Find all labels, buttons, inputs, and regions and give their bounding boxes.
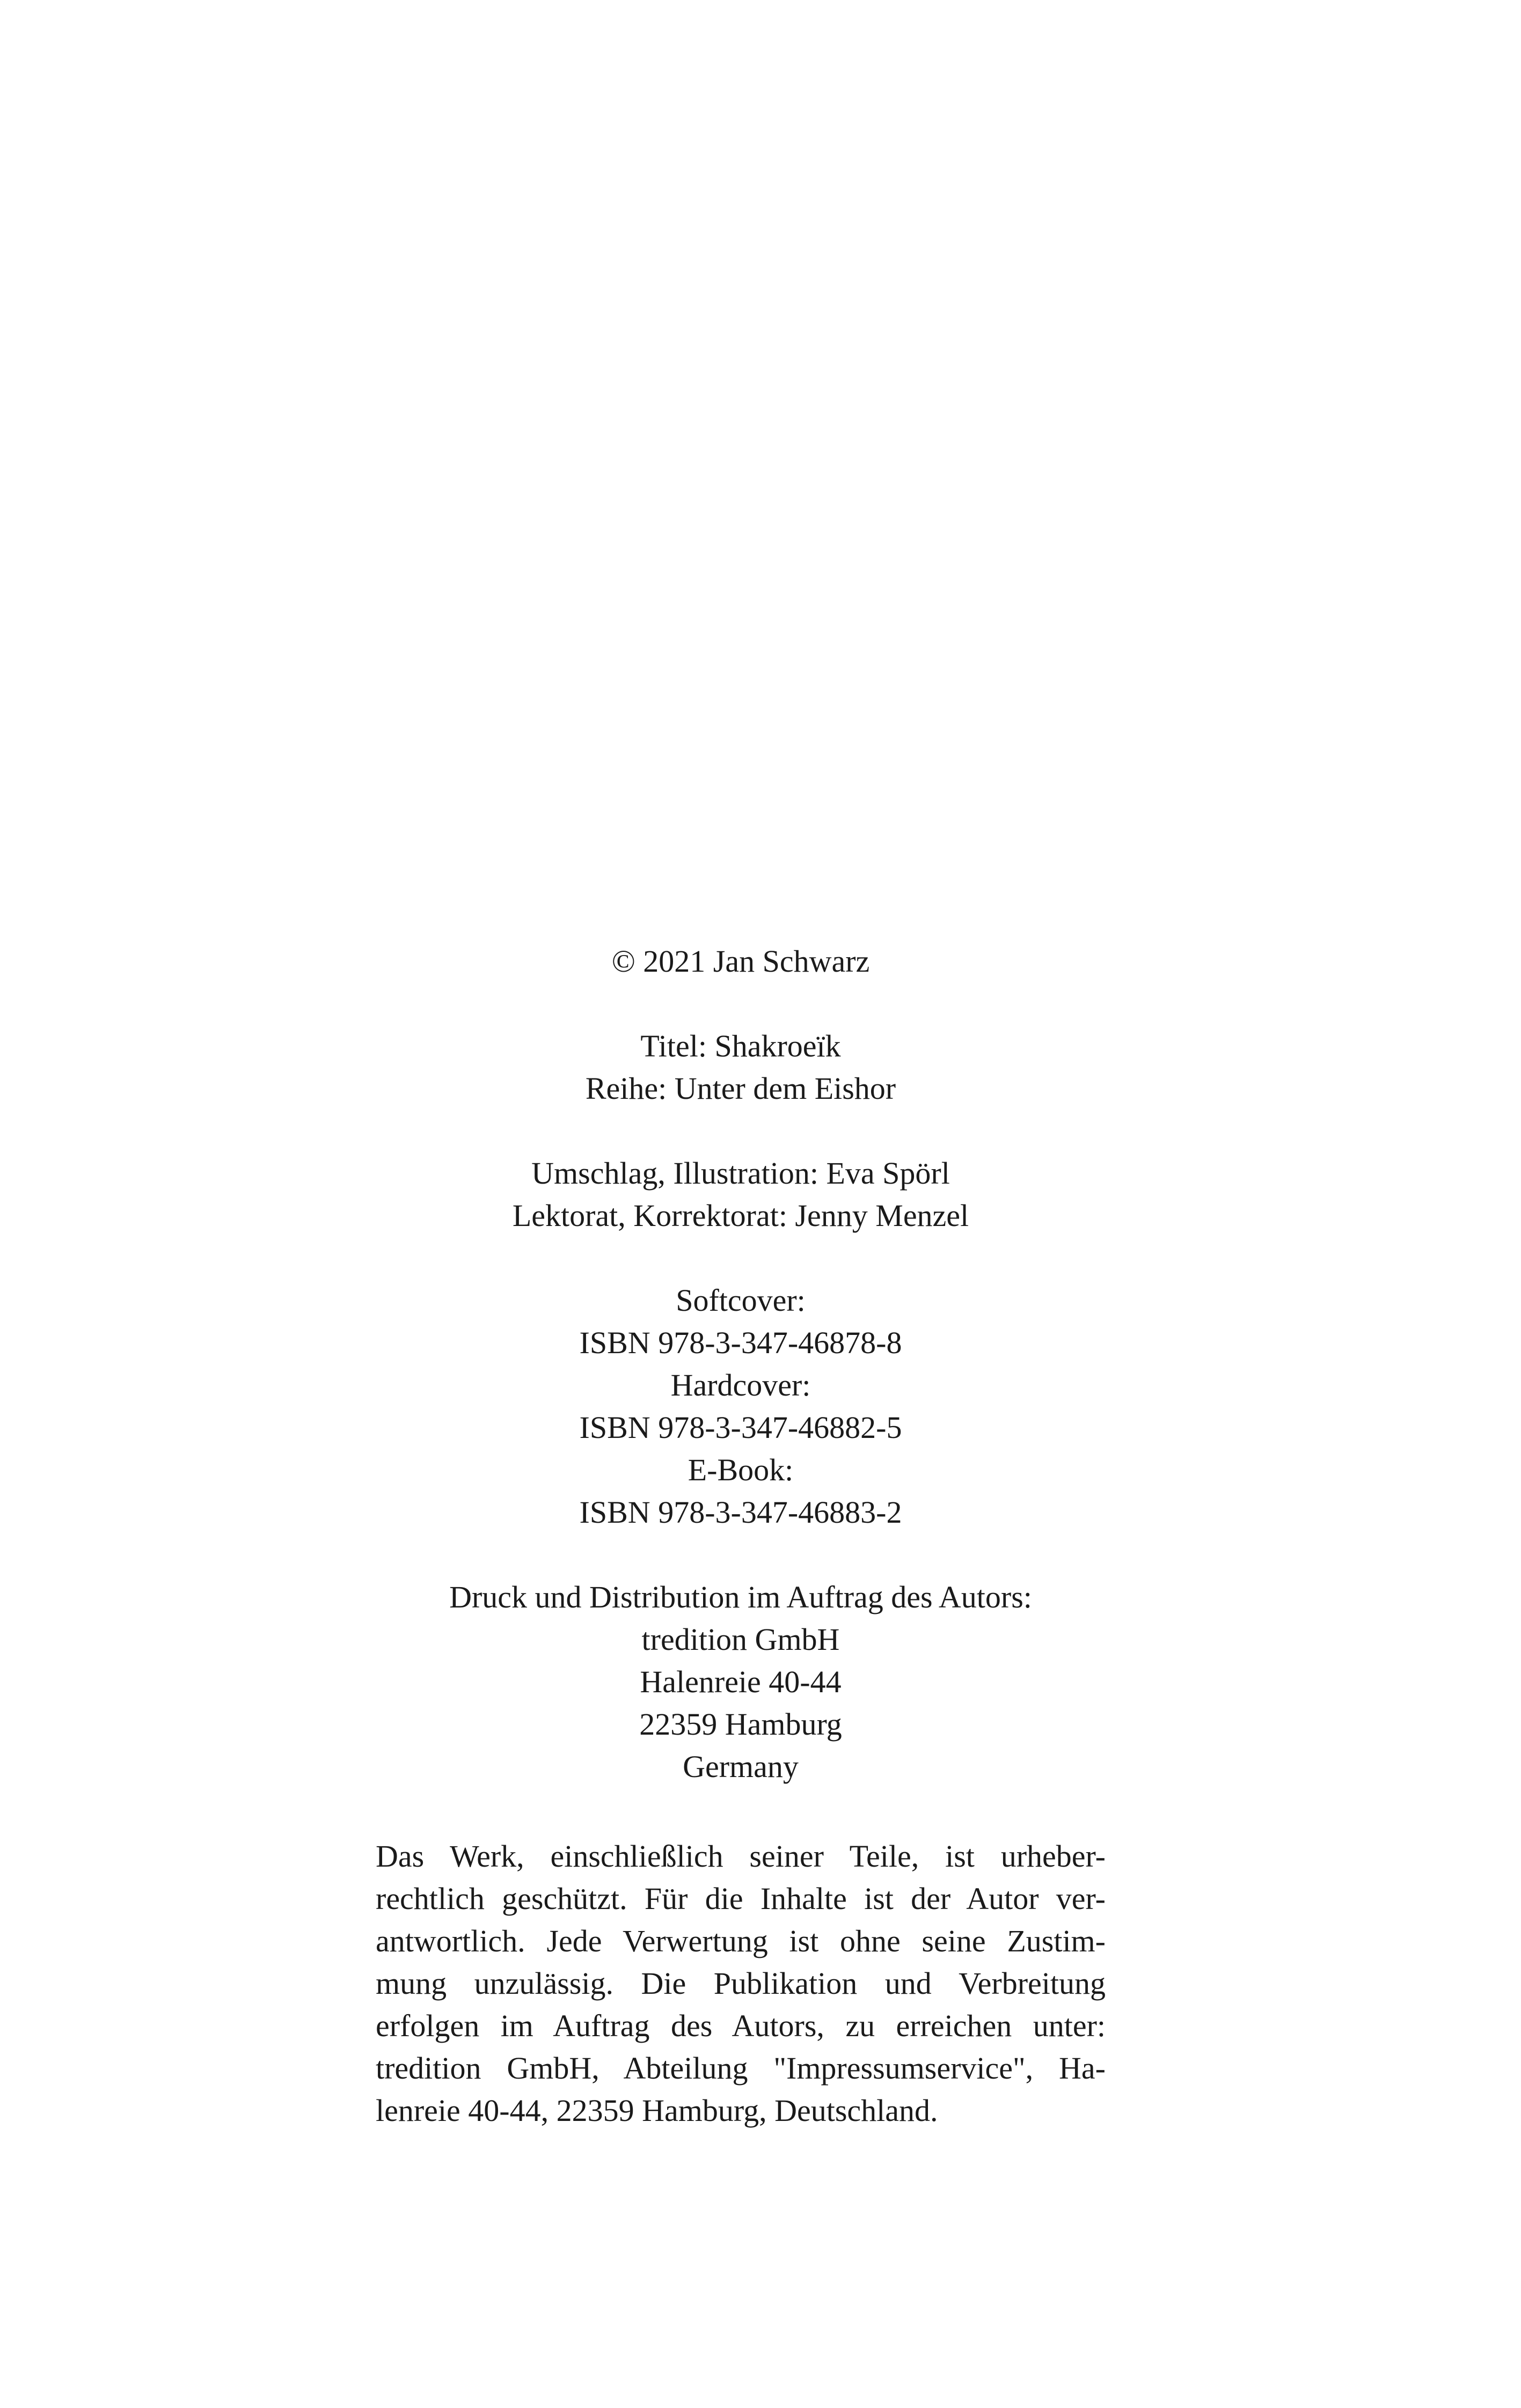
book-title: Titel: Shakroeïk [640,1029,841,1063]
edition-label-ebook: E-Book: [688,1452,794,1487]
legal-line: rechtlich geschützt. Für die Inhalte ist der Autor ver- [376,1881,1106,1916]
legal-line: erfolgen im Auftrag des Autors, zu erreichen unter: [376,2008,1106,2043]
imprint-block [376,940,1106,1788]
editing-credit: Lektorat, Korrektorat: Jenny Menzel [512,1198,969,1233]
publisher-name: tredition GmbH [641,1622,840,1657]
legal-line: tredition GmbH, Abteilung "Impressumservice", Ha- [376,2051,1106,2086]
isbn-ebook: ISBN 978-3-347-46883-2 [579,1495,902,1530]
isbn-section [376,1279,1106,1533]
publisher-country: Germany [683,1749,799,1784]
legal-line: lenreie 40-44, 22359 Hamburg, Deutschland. [376,2093,938,2128]
publisher-street: Halenreie 40-44 [640,1664,842,1699]
legal-line: antwortlich. Jede Verwertung ist ohne seine Zustim- [376,1924,1106,1958]
publisher-city: 22359 Hamburg [639,1707,842,1742]
title-section [376,1025,1106,1110]
publisher-intro: Druck und Distribution im Auftrag des Autors: [449,1580,1032,1614]
publisher-section [376,1576,1106,1788]
book-series: Reihe: Unter dem Eishor [585,1071,896,1106]
legal-notice [376,1835,1106,2132]
credits-section [376,1152,1106,1237]
copyright-section [376,940,1106,982]
isbn-softcover: ISBN 978-3-347-46878-8 [579,1325,902,1360]
cover-credit: Umschlag, Illustration: Eva Spörl [531,1156,950,1191]
legal-line: Das Werk, einschließlich seiner Teile, ist urheber- [376,1839,1106,1874]
edition-label-softcover: Softcover: [676,1283,806,1318]
edition-label-hardcover: Hardcover: [670,1368,811,1403]
isbn-hardcover: ISBN 978-3-347-46882-5 [579,1410,902,1445]
copyright-notice: © 2021 Jan Schwarz [611,944,870,979]
legal-line: mung unzulässig. Die Publikation und Verbreitung [376,1966,1106,2001]
